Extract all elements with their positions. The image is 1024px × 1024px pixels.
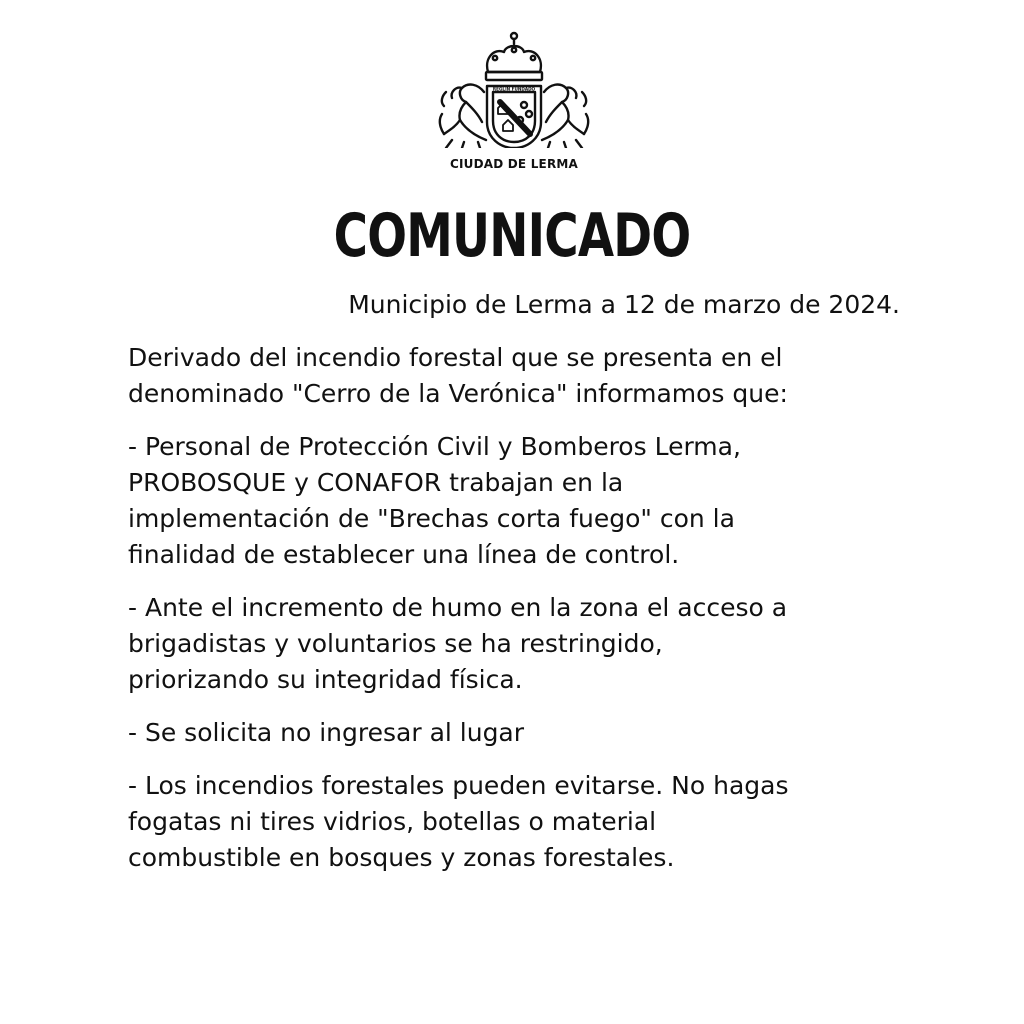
seal-ribbon-text: REGLIN FUNDADO xyxy=(492,86,536,92)
coat-of-arms-icon xyxy=(432,30,596,148)
intro-paragraph xyxy=(128,340,908,412)
text-line: finalidad de establecer una línea de control. xyxy=(128,540,680,569)
text-line: fogatas ni tires vidrios, botellas o material xyxy=(128,807,657,836)
item-access-restricted xyxy=(128,590,908,698)
item-do-not-enter xyxy=(128,715,908,751)
dateline: Municipio de Lerma a 12 de marzo de 2024. xyxy=(348,290,900,319)
text-line: Derivado del incendio forestal que se presenta en el xyxy=(128,343,783,372)
text-line: combustible en bosques y zonas forestales. xyxy=(128,843,675,872)
text-line: - Ante el incremento de humo en la zona el acceso a xyxy=(128,593,788,622)
text-line: PROBOSQUE y CONAFOR trabajan en la xyxy=(128,468,624,497)
text-line: implementación de "Brechas corta fuego" con la xyxy=(128,504,735,533)
text-line: denominado "Cerro de la Verónica" informamos que: xyxy=(128,379,788,408)
text-line: priorizando su integridad física. xyxy=(128,665,523,694)
text-line: - Personal de Protección Civil y Bomberos Lerma, xyxy=(128,432,741,461)
text-line: brigadistas y voluntarios se ha restringido, xyxy=(128,629,663,658)
logo-caption: CIUDAD DE LERMA xyxy=(449,157,579,171)
item-firebreaks xyxy=(128,429,908,573)
city-logo xyxy=(432,30,596,176)
text-line: - Se solicita no ingresar al lugar xyxy=(128,718,525,747)
communique-body xyxy=(128,340,908,893)
text-line: - Los incendios forestales pueden evitarse. No hagas xyxy=(128,771,789,800)
page-title: COMUNICADO xyxy=(333,201,691,271)
item-prevention xyxy=(128,768,908,876)
